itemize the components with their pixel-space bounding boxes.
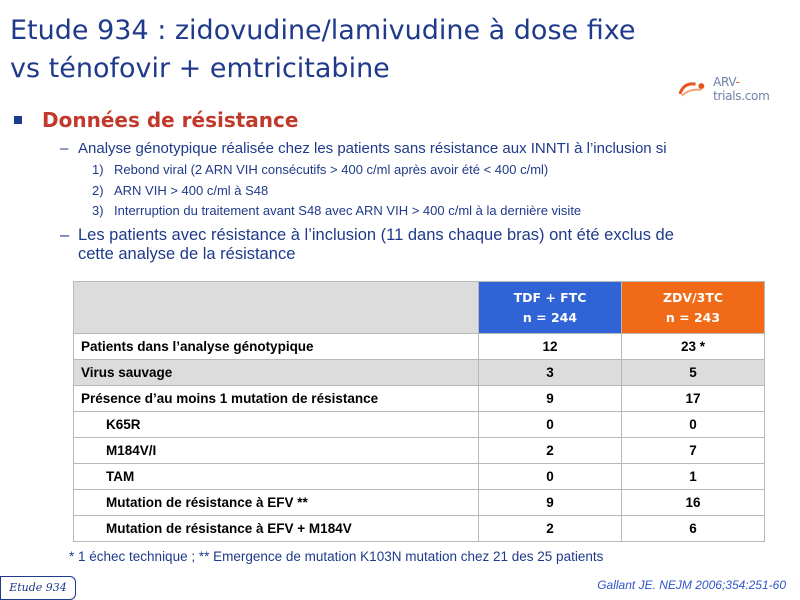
sub-item-3-text: Interruption du traitement avant S48 avec ARN VIH > 400 c/ml à la dernière visite	[114, 203, 582, 218]
row-tdf-value: 12	[479, 334, 622, 360]
table-row	[74, 386, 765, 412]
logo-part1: ARV	[713, 75, 736, 89]
sub-item-1	[92, 161, 782, 178]
row-label: Virus sauvage	[74, 360, 479, 386]
table-row	[74, 438, 765, 464]
sub-item-3-num: 3)	[92, 203, 104, 218]
sub-item-3	[92, 202, 782, 219]
row-zdv-value: 17	[622, 386, 765, 412]
header-tdf-ftc	[479, 282, 622, 334]
row-tdf-value: 0	[479, 464, 622, 490]
row-zdv-value: 1	[622, 464, 765, 490]
row-tdf-value: 2	[479, 516, 622, 542]
row-zdv-value: 6	[622, 516, 765, 542]
sub-item-1-num: 1)	[92, 162, 104, 177]
arv-logo-icon	[676, 78, 711, 100]
logo-suffix: .com	[741, 89, 770, 103]
study-badge: Etude 934	[0, 576, 76, 600]
bullet-genotypic	[60, 139, 780, 158]
row-label: M184V/I	[74, 438, 479, 464]
row-tdf-value: 9	[479, 490, 622, 516]
row-zdv-value: 7	[622, 438, 765, 464]
row-label: Mutation de résistance à EFV **	[74, 490, 479, 516]
header-zdv-3tc	[622, 282, 765, 334]
row-zdv-value: 16	[622, 490, 765, 516]
table-row	[74, 360, 765, 386]
bullet-exclusion	[60, 226, 780, 264]
table-row	[74, 412, 765, 438]
table-row	[74, 334, 765, 360]
table-footnote: * 1 échec technique ; ** Emergence de mutation K103N mutation chez 21 des 25 patients	[69, 549, 604, 564]
table-row	[74, 490, 765, 516]
slide-title-line1: Etude 934 : zidovudine/lamivudine à dose fixe	[10, 15, 636, 46]
bullet-exclusion-text	[78, 226, 674, 264]
row-tdf-value: 3	[479, 360, 622, 386]
table-row	[74, 516, 765, 542]
header-tdf-ftc-line1: TDF + FTC	[513, 289, 587, 305]
row-label: Patients dans l’analyse génotypique	[74, 334, 479, 360]
header-tdf-ftc-line2: n = 244	[522, 309, 578, 325]
logo-text	[713, 75, 794, 103]
square-bullet-icon	[14, 116, 22, 124]
header-zdv-3tc-line2: n = 243	[665, 309, 721, 325]
section-heading-row	[14, 108, 714, 132]
header-empty-cell	[74, 282, 479, 334]
sub-item-1-text: Rebond viral (2 ARN VIH consécutifs > 400 c/ml après avoir été < 400 c/ml)	[114, 162, 549, 177]
sub-item-2-text: ARN VIH > 400 c/ml à S48	[114, 183, 269, 198]
arv-trials-logo	[676, 75, 794, 103]
row-label: Présence d’au moins 1 mutation de résistance	[74, 386, 479, 412]
row-zdv-value: 5	[622, 360, 765, 386]
resistance-table	[73, 281, 765, 542]
slide-title	[10, 12, 710, 88]
row-tdf-value: 0	[479, 412, 622, 438]
sub-item-2	[92, 182, 782, 199]
logo-part2: trials	[713, 89, 742, 103]
dash-bullet-icon: –	[60, 226, 70, 244]
slide-title-line2: vs ténofovir + emtricitabine	[10, 53, 390, 84]
bullet-genotypic-text: Analyse génotypique réalisée chez les patients sans résistance aux INNTI à l’inclusion si	[78, 140, 667, 157]
table-header-row	[74, 282, 765, 334]
section-heading: Données de résistance	[42, 108, 299, 132]
bullet-exclusion-line1: Les patients avec résistance à l’inclusion (11 dans chaque bras) ont été exclus de	[78, 226, 674, 244]
table-row	[74, 464, 765, 490]
row-zdv-value: 0	[622, 412, 765, 438]
citation: Gallant JE. NEJM 2006;354:251-60	[597, 578, 786, 592]
row-tdf-value: 2	[479, 438, 622, 464]
row-tdf-value: 9	[479, 386, 622, 412]
dash-bullet-icon: –	[60, 140, 69, 157]
row-label: Mutation de résistance à EFV + M184V	[74, 516, 479, 542]
bullet-exclusion-line2: cette analyse de la résistance	[78, 245, 296, 263]
sub-item-2-num: 2)	[92, 183, 104, 198]
row-zdv-value: 23 *	[622, 334, 765, 360]
header-zdv-3tc-line1: ZDV/3TC	[662, 289, 724, 305]
logo-dash: -	[735, 75, 740, 89]
row-label: TAM	[74, 464, 479, 490]
row-label: K65R	[74, 412, 479, 438]
